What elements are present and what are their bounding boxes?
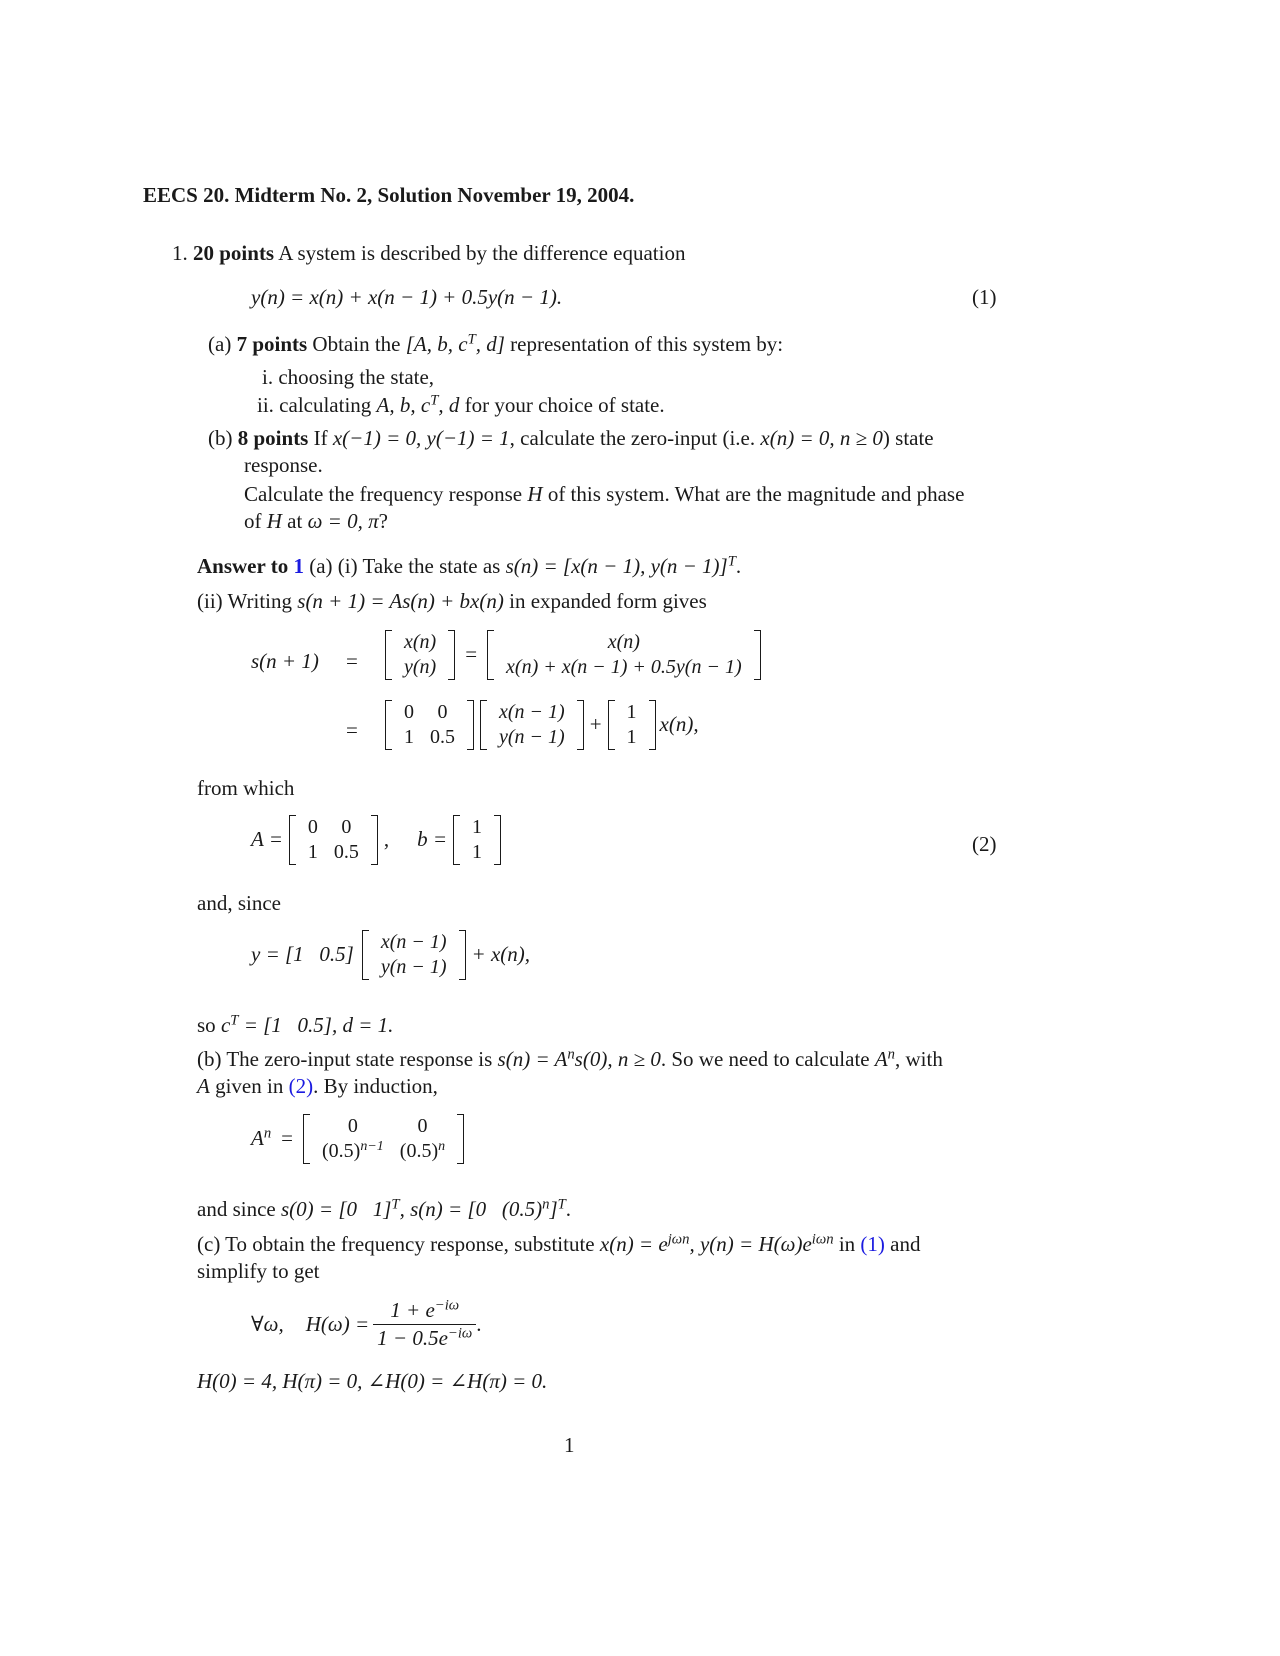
A-b-definition: A = 0 0 1 0.5 , b = 1 1 bbox=[251, 815, 501, 865]
y-output-equation: y = [1 0.5] x(n − 1) y(n − 1) + x(n), bbox=[251, 931, 531, 978]
sn1-row-1: x(n) y(n) = x(n) x(n) + x(n − 1) + 0.5y(n − 1) bbox=[385, 630, 761, 680]
matrix-A-inline: 0 0 1 0.5 bbox=[385, 700, 474, 750]
state-vector: x(n − 1) y(n − 1) bbox=[480, 700, 584, 750]
matrix-An: 0 0 $(0.5)^{n-1}$ $(0.5)^n$ bbox=[303, 1114, 464, 1164]
An-definition: $A^n$ = 0 0 $(0.5)^{n-1}$ $(0.5)^n$ bbox=[251, 1114, 464, 1164]
part-a-rep: [A, b, $c^T$, d] bbox=[405, 331, 505, 356]
and-since: and, since bbox=[197, 891, 281, 915]
vector-b: 1 1 bbox=[453, 815, 501, 865]
difference-equation: y(n) = x(n) + x(n − 1) + 0.5y(n − 1). bbox=[251, 285, 563, 309]
problem-points: 20 points bbox=[193, 241, 275, 265]
equation-number-2: (2) bbox=[972, 832, 997, 856]
answer-c-line-1: (c) To obtain the frequency response, substitute $x(n) = e^{j\omega n}$, $y(n) = H(\omega)e^{i\omega n}$ in (1) and bbox=[197, 1231, 921, 1256]
final-result: H(0) = 4, H(π) = 0, ∠H(0) = ∠H(π) = 0. bbox=[197, 1369, 548, 1393]
equation-number-1: (1) bbox=[972, 285, 997, 309]
part-a bbox=[208, 331, 783, 358]
answer-b-line-1: (b) The zero-input state response is $s(n) = A^ns(0)$, n ≥ 0. So we need to calculate $A^n$, with bbox=[197, 1046, 943, 1071]
part-b-points: 8 points bbox=[237, 426, 309, 450]
answer-label: Answer to bbox=[197, 554, 289, 578]
since-s0-line: and since s(0) = [0 1]$^T$, s(n) = [0 $(0.5)^n]^T$. bbox=[197, 1196, 572, 1221]
part-a-label: (a) bbox=[208, 332, 232, 356]
vector-expanded: x(n) x(n) + x(n − 1) + 0.5y(n − 1) bbox=[487, 630, 761, 680]
eq1-ref-link[interactable]: (1) bbox=[860, 1232, 885, 1256]
part-b-line2: response. bbox=[244, 453, 323, 477]
answer-line-2: (ii) Writing s(n + 1) = As(n) + bx(n) in expanded form gives bbox=[197, 589, 707, 613]
sn1-lhs: s(n + 1) bbox=[251, 649, 319, 673]
answer-line-1: Answer to 1 (a) (i) Take the state as s(n) = [x(n − 1), y(n − 1)]$^T$. bbox=[197, 553, 742, 578]
vector-xy: x(n) y(n) bbox=[385, 630, 455, 680]
eq-sign-1: = bbox=[346, 649, 358, 673]
page-number: 1 bbox=[564, 1433, 575, 1457]
page-title: EECS 20. Midterm No. 2, Solution November 19, 2004. bbox=[143, 183, 635, 207]
eq-sign-2: = bbox=[346, 718, 358, 742]
problem-statement bbox=[172, 240, 685, 267]
from-which: from which bbox=[197, 776, 295, 800]
part-b-line4: of H at ω = 0, π? bbox=[244, 509, 388, 533]
answer-b-line-2: A given in (2). By induction, bbox=[197, 1074, 438, 1098]
part-a-text-post: representation of this system by: bbox=[510, 332, 784, 356]
part-b-line3: Calculate the frequency response H of this system. What are the magnitude and phase bbox=[244, 482, 965, 506]
part-a-item-ii: ii. calculating A, b, $c^T$, d for your choice of state. bbox=[257, 392, 665, 417]
H-omega-equation: ∀ω, H(ω) = $\frac{1 + e^{-i\omega}}{1 - 0.5e^{-i\omega}}$ . bbox=[251, 1297, 482, 1353]
H-omega-fraction: $\frac{1 + e^{-i\omega}}{1 - 0.5e^{-i\omega}}$ bbox=[373, 1297, 476, 1353]
part-a-item-i: i. choosing the state, bbox=[262, 365, 435, 389]
problem-text: A system is described by the difference equation bbox=[278, 241, 686, 265]
state-vector-y: x(n − 1) y(n − 1) bbox=[362, 930, 466, 980]
sn1-row-2: 0 0 1 0.5 x(n − 1) y(n − 1) + 1 1 x(n), bbox=[385, 700, 699, 750]
part-a-points: 7 points bbox=[236, 332, 308, 356]
so-cT-line: so $c^T = [1$ 0.5], d = 1. bbox=[197, 1012, 394, 1037]
vector-b-inline: 1 1 bbox=[608, 700, 656, 750]
part-b: (b) 8 points If x(−1) = 0, y(−1) = 1, calculate the zero-input (i.e. x(n) = 0, n ≥ 0) state bbox=[208, 426, 934, 450]
eq2-ref-link[interactable]: (2) bbox=[288, 1074, 314, 1098]
answer-ref-link[interactable]: 1 bbox=[293, 554, 304, 578]
part-a-text: Obtain the bbox=[312, 332, 401, 356]
answer-c-line-2: simplify to get bbox=[197, 1259, 320, 1283]
problem-number: 1. bbox=[172, 241, 188, 265]
matrix-A: 0 0 1 0.5 bbox=[289, 815, 378, 865]
